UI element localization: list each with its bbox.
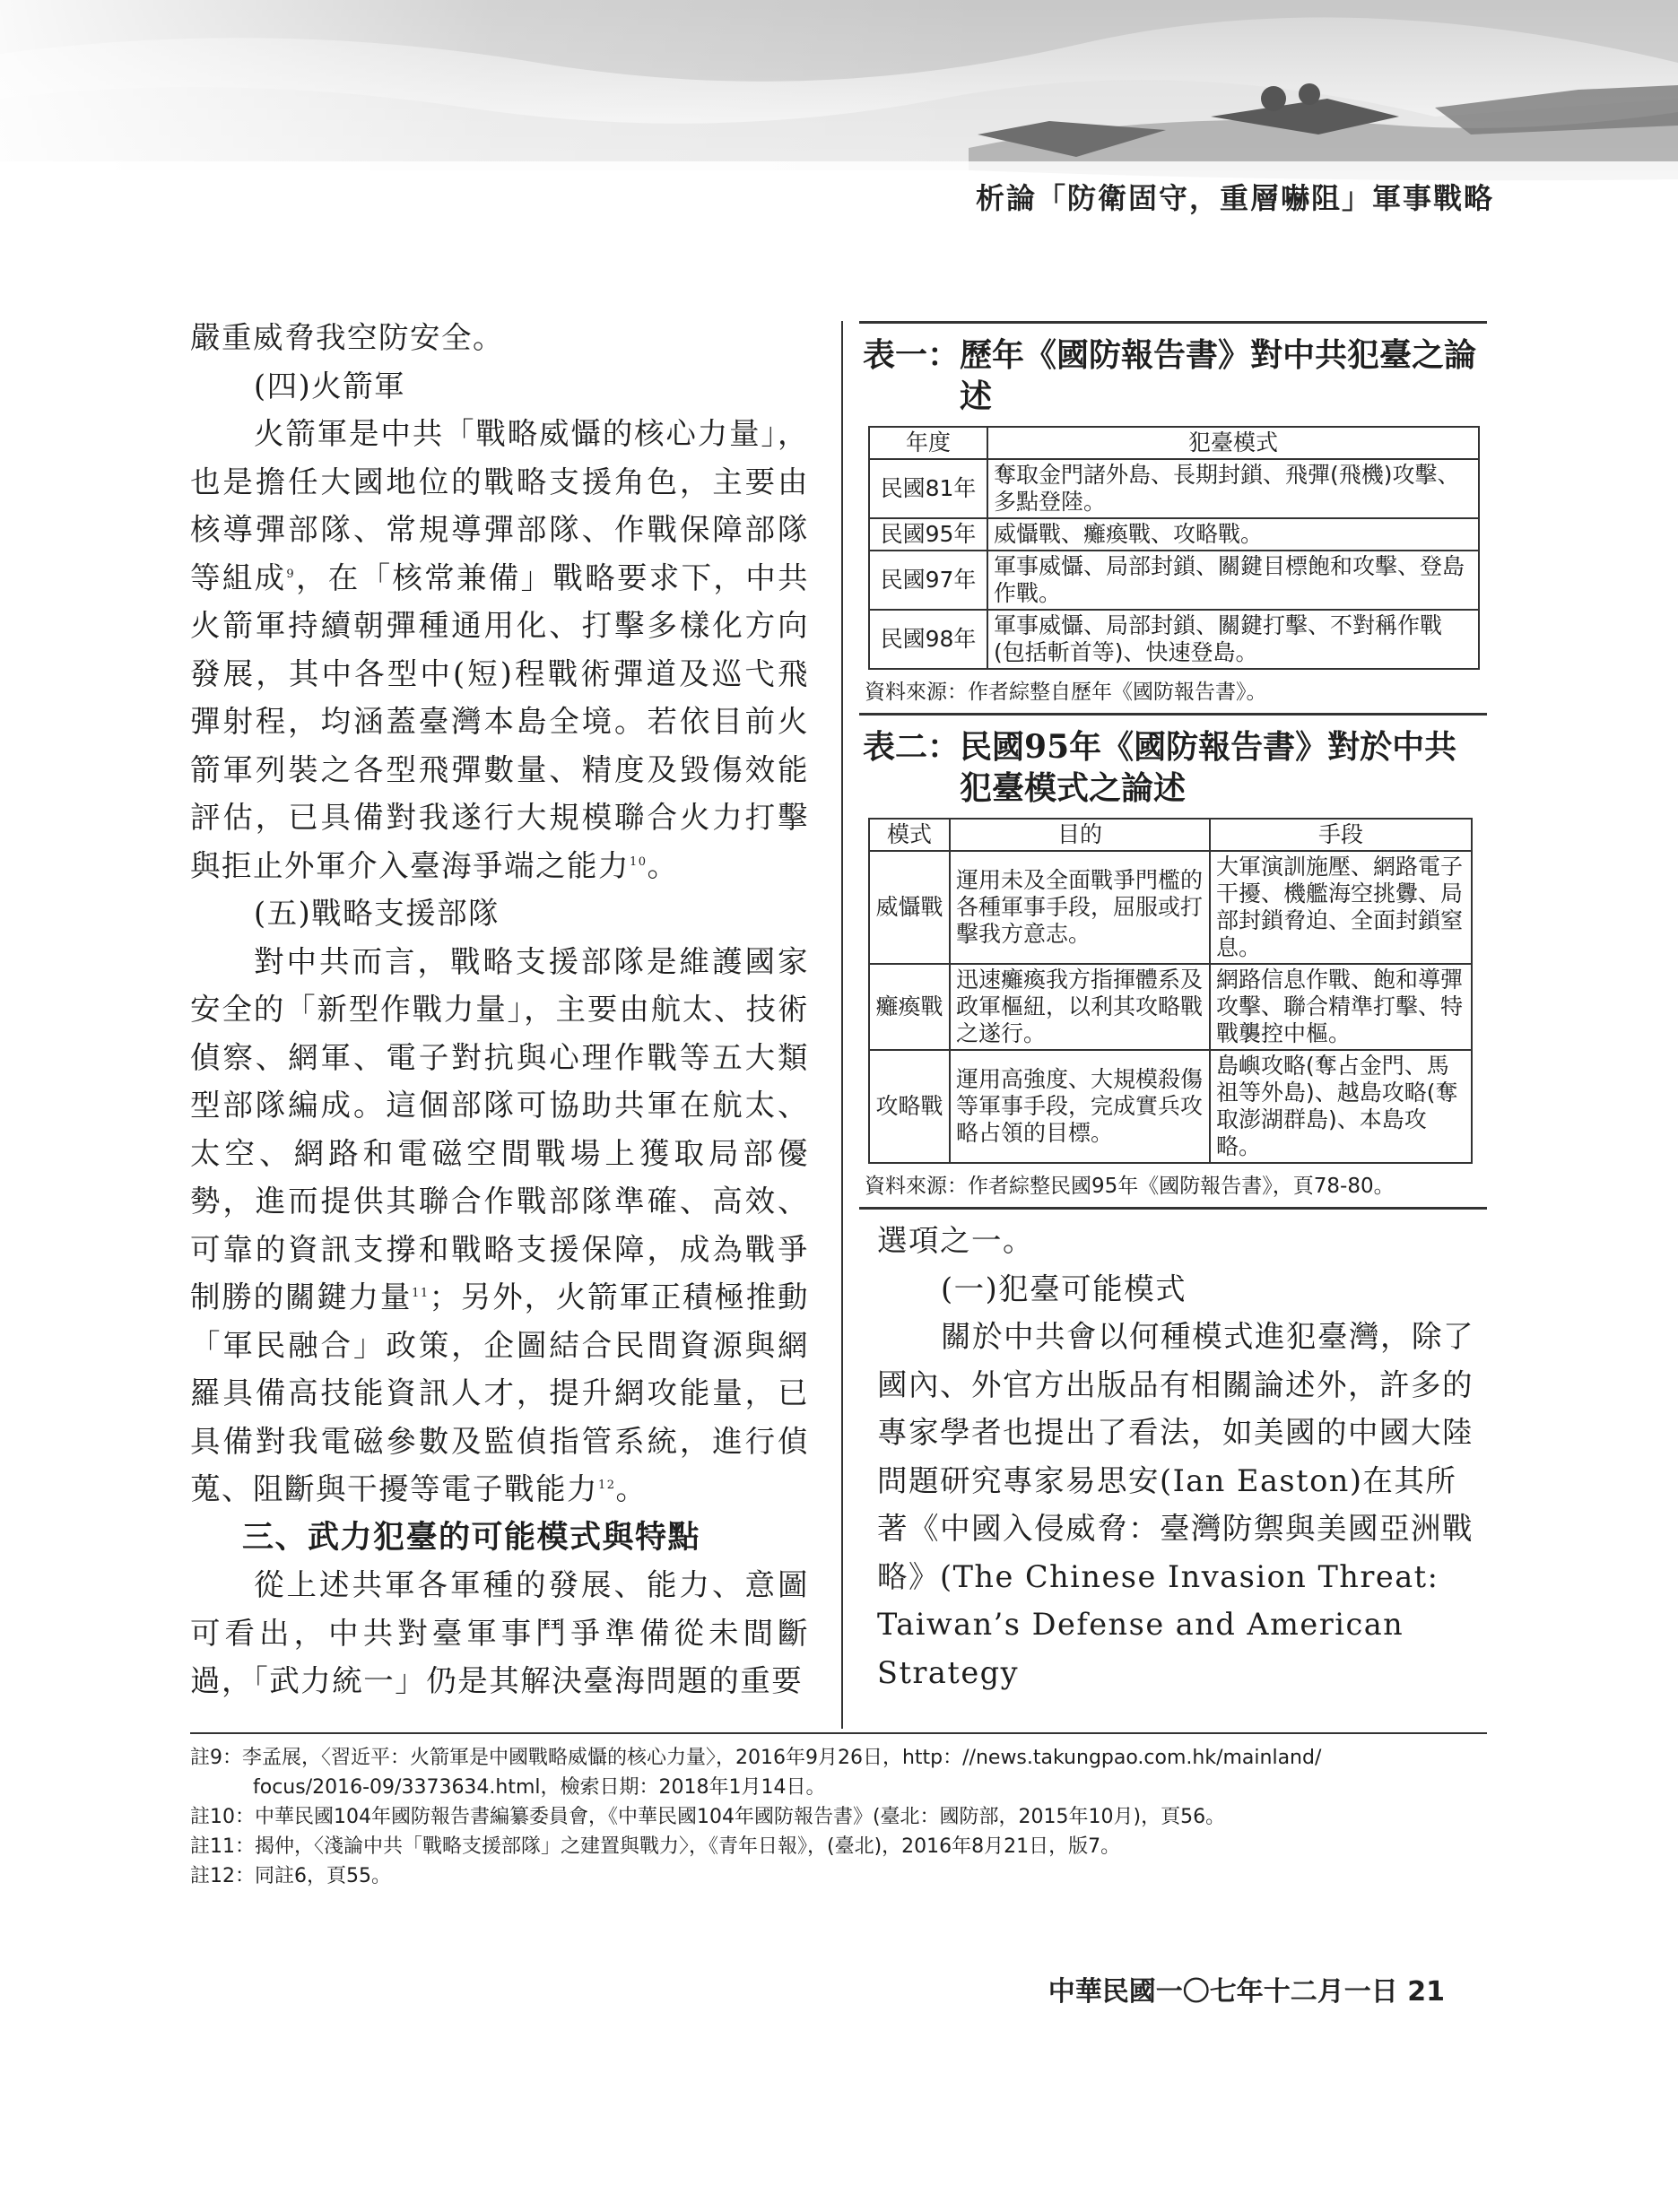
footnote-rule (190, 1732, 1487, 1734)
table2 (868, 818, 1473, 1164)
footnote-text: 註11：揭仲，〈淺論中共「戰略支援部隊」之建置與戰力〉，《青年日報》，(臺北)，2016年8月21日，版7。 (190, 1835, 1121, 1858)
table1-title (859, 334, 1487, 417)
paragraph-invasion-modes: 關於中共會以何種模式進犯臺灣，除了國內、外官方出版品有相關論述外，許多的專家學者也提出了看法，如美國的中國大陸問題研究專家易思安(Ian Easton)在其所著《中國入侵威脅：臺灣防禦與美國亞洲戰略》(The Chinese Invasion Threat: Taiwan’s Defense and American Strategy (877, 1319, 1474, 1690)
table-cell: 網路信息作戰、飽和導彈攻擊、聯合精準打擊、特戰襲控中樞。 (1210, 964, 1472, 1050)
table-cell: 癱瘓戰 (869, 964, 950, 1050)
table-cell: 奪取金門諸外島、長期封鎖、飛彈(飛機)攻擊、多點登陸。 (987, 459, 1479, 518)
table-cell: 運用高強度、大規模殺傷等軍事手段，完成實兵攻略占領的目標。 (950, 1050, 1210, 1163)
table-cell: 威懾戰 (869, 851, 950, 964)
table1 (868, 426, 1480, 670)
footnote-text: 註12：同註6，頁55。 (190, 1865, 391, 1887)
table2-source: 資料來源：作者綜整民國95年《國防報告書》，頁78-80。 (865, 1175, 1395, 1198)
footnote-continuation: focus/2016-09/3373634.html，檢索日期：2018年1月14日。 (253, 1776, 826, 1799)
footnote-ref[interactable]: 11 (412, 1286, 430, 1300)
table-header-row (869, 427, 1479, 459)
text: 對中共而言，戰略支援部隊是維護國家安全的「新型作戰力量」，主要由航太、技術偵察、網軍、電子對抗與心理作戰等五大類型部隊編成。這個部隊可協助共軍在航太、太空、網路和電磁空間戰場上獲取局部優勢，進而提供其聯合作戰部隊準確、高效、可靠的資訊支撐和戰略支援保障，成為戰爭制勝的關鍵力量 (190, 943, 809, 1314)
table-row (869, 610, 1479, 669)
footnote-11 (190, 1832, 1491, 1861)
running-title: 析論「防衛固守，重層嚇阻」軍事戰略 (975, 181, 1494, 215)
page-folio: 中華民國一〇七年十二月一日 21 (1048, 1976, 1445, 2008)
table-cell: 島嶼攻略(奪占金門、馬祖等外島)、越島攻略(奪取澎湖群島)、本島攻略。 (1210, 1050, 1472, 1163)
footnote-10 (190, 1802, 1491, 1832)
table-bottom-rule (859, 1207, 1487, 1210)
table1-title-text: 歷年《國防報告書》對中共犯臺之論述 (960, 336, 1477, 415)
column-header: 犯臺模式 (987, 427, 1479, 459)
paragraph-strategic-support (190, 938, 809, 1514)
table2-label: 表二： (863, 728, 961, 766)
footnote-ref[interactable]: 9 (286, 567, 296, 581)
table2-title (859, 726, 1487, 809)
left-column (190, 314, 809, 1705)
table-separator-rule (859, 713, 1487, 716)
table-row (869, 1050, 1472, 1163)
column-header: 手段 (1210, 819, 1472, 851)
footnote-ref[interactable]: 12 (598, 1478, 616, 1492)
table-cell: 威懾戰、癱瘓戰、攻略戰。 (987, 518, 1479, 551)
column-header: 目的 (950, 819, 1210, 851)
paragraph: 嚴重威脅我空防安全。 (190, 320, 504, 355)
text: ；另外，火箭軍正積極推動「軍民融合」政策，企圖結合民間資源與網羅具備高技能資訊人才，提升網攻能量，已具備對我電磁參數及監偵指管系統，進行偵蒐、阻斷與干擾等電子戰能力 (190, 1279, 810, 1506)
footnote-text: 註10：中華民國104年國防報告書編纂委員會，《中華民國104年國防報告書》(臺北：國防部，2015年10月)，頁56。 (190, 1806, 1226, 1828)
table-cell: 民國81年 (869, 459, 987, 518)
table-row (869, 964, 1472, 1050)
paragraph: 選項之一。 (877, 1223, 1034, 1258)
table-cell: 運用未及全面戰爭門檻的各種軍事手段，屈服或打擊我方意志。 (950, 851, 1210, 964)
table-cell: 迅速癱瘓我方指揮體系及政軍樞紐，以利其攻略戰之遂行。 (950, 964, 1210, 1050)
subheading-rocket-force: (四)火箭軍 (254, 368, 406, 403)
table-cell: 民國95年 (869, 518, 987, 551)
table-header-row (869, 819, 1472, 851)
right-column (859, 321, 1487, 1696)
subheading-invasion-modes: (一)犯臺可能模式 (941, 1271, 1187, 1306)
table1-label: 表一： (863, 336, 961, 374)
text: ，在「核常兼備」戰略要求下，中共火箭軍持續朝彈種通用化、打擊多樣化方向發展，其中各型中(短)程戰術彈道及巡弋飛彈射程，均涵蓋臺灣本島全境。若依目前火箭軍列裝之各型飛彈數量、精度及毀傷效能評估，已具備對我遂行大規模聯合火力打擊與拒止外軍介入臺海爭端之能力 (190, 560, 810, 883)
footnote-9 (190, 1743, 1491, 1802)
section-heading: 三、武力犯臺的可能模式與特點 (242, 1518, 701, 1556)
text: 。 (615, 1471, 648, 1506)
text: 火箭軍是中共「戰略威懾的核心力量」，也是擔任大國地位的戰略支援角色，主要由核導彈部隊、常規導彈部隊、作戰保障部隊等組成 (190, 416, 809, 595)
table-cell: 軍事威懾、局部封鎖、關鍵打擊、不對稱作戰(包括斬首等)、快速登島。 (987, 610, 1479, 669)
table-cell: 攻略戰 (869, 1050, 950, 1163)
footnote-text: 註9：李孟展，〈習近平：火箭軍是中國戰略威懾的核心力量〉，2016年9月26日，http：//news.takungpao.com.hk/mainland/ (190, 1747, 1322, 1769)
table1-source: 資料來源：作者綜整自歷年《國防報告書》。 (865, 681, 1267, 704)
table-cell: 大軍演訓施壓、網路電子干擾、機艦海空挑釁、局部封鎖脅迫、全面封鎖窒息。 (1210, 851, 1472, 964)
table-cell: 民國97年 (869, 551, 987, 610)
table-top-rule (859, 321, 1487, 324)
column-header: 年度 (869, 427, 987, 459)
footnote-ref[interactable]: 10 (630, 854, 648, 869)
column-header: 模式 (869, 819, 950, 851)
table-cell: 軍事威懾、局部封鎖、關鍵目標飽和攻擊、登島作戰。 (987, 551, 1479, 610)
table-row (869, 551, 1479, 610)
footnotes (190, 1743, 1491, 1891)
text: 。 (647, 847, 679, 883)
column-divider (841, 321, 843, 1729)
subheading-strategic-support: (五)戰略支援部隊 (254, 896, 500, 931)
table-row (869, 459, 1479, 518)
paragraph-rocket-force (190, 410, 809, 889)
paragraph: 從上述共軍各軍種的發展、能力、意圖可看出，中共對臺軍事鬥爭準備從未間斷過，「武力統一」仍是其解決臺海問題的重要 (190, 1567, 809, 1698)
table2-title-text: 民國95年《國防報告書》對於中共犯臺模式之論述 (960, 728, 1457, 807)
table-cell: 民國98年 (869, 610, 987, 669)
table-row (869, 518, 1479, 551)
footnote-12 (190, 1861, 1491, 1891)
table-row (869, 851, 1472, 964)
